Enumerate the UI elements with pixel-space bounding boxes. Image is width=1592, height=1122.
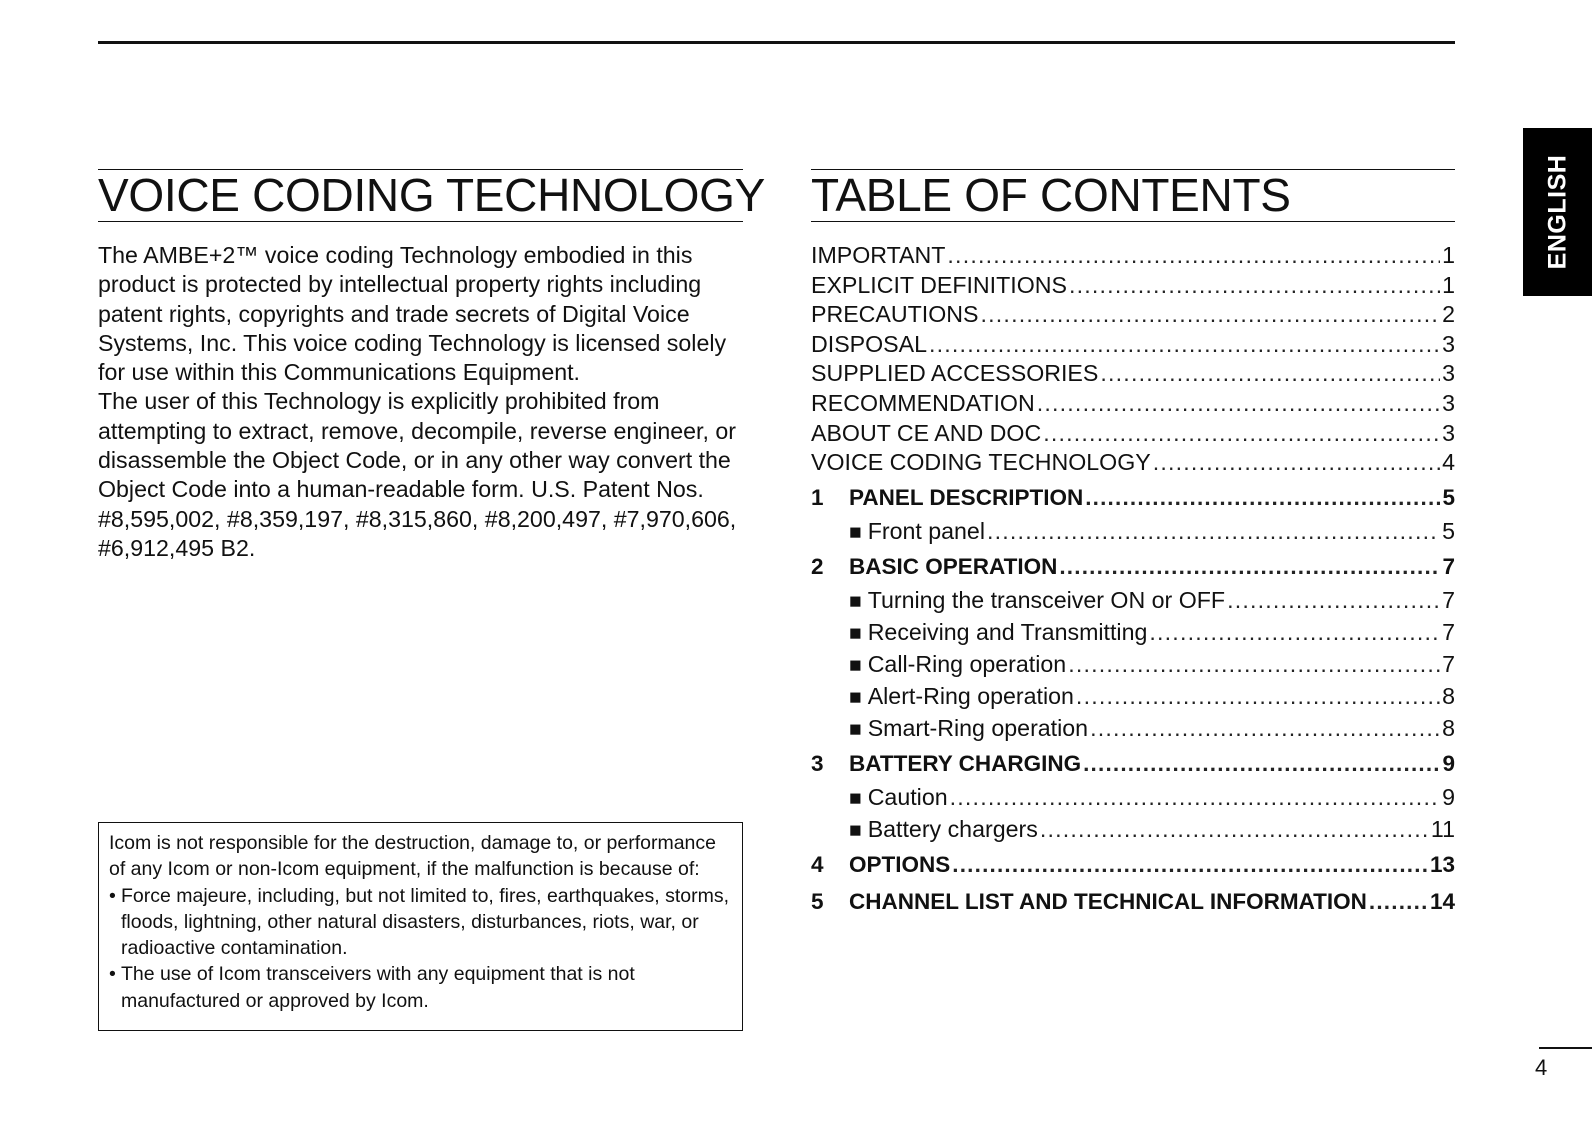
notice-item-text: Force majeure, including, but not limited to, fires, earthquakes, storms, floods, lightning, other natural disasters, disturbances, riots, war, or radioactive contamination.: [121, 884, 730, 960]
toc-subsection-label: Front panel: [867, 517, 985, 544]
toc-entry-page: 3: [1442, 419, 1455, 446]
notice-item-text: The use of Icom transceivers with any equipment that is not manufactured or approved by Icom.: [121, 963, 635, 1012]
toc-chapter-number: 2: [811, 553, 824, 579]
square-bullet-icon: ■: [849, 589, 862, 613]
toc-entry-page: 3: [1442, 389, 1455, 416]
toc-entry-label: DISPOSAL: [811, 330, 927, 357]
header-rule: [98, 41, 1455, 44]
toc-leader-dots: [1076, 680, 1440, 712]
toc-entry[interactable]: [811, 300, 1455, 330]
toc-entry[interactable]: [811, 389, 1455, 419]
toc-leader-dots: [981, 300, 1441, 330]
toc-chapter-label: PANEL DESCRIPTION: [849, 484, 1084, 510]
toc-entry-label: ABOUT CE AND DOC: [811, 419, 1042, 446]
bullet-icon: •: [109, 884, 116, 907]
toc-leader-dots: [1069, 271, 1440, 301]
toc-subsection-page: 7: [1442, 586, 1455, 613]
toc-chapter-page: 13: [1429, 851, 1455, 877]
toc-leader-dots: [1100, 359, 1440, 389]
toc-leader-dots: [1227, 584, 1440, 616]
notice-item: [109, 961, 732, 1014]
toc-subsection-label: Turning the transceiver ON or OFF: [867, 586, 1226, 613]
toc-subsection-label: Battery chargers: [867, 815, 1038, 842]
toc-entry[interactable]: [811, 448, 1455, 478]
toc-subsection-label: Call-Ring operation: [867, 650, 1067, 677]
toc-entry-page: 1: [1442, 271, 1455, 298]
language-tab: [1523, 128, 1592, 296]
toc-subsection-page: 7: [1442, 618, 1455, 645]
toc-entry-page: 3: [1442, 360, 1455, 387]
toc-subsection-label: Receiving and Transmitting: [867, 618, 1148, 645]
page-number: 4: [1535, 1055, 1548, 1080]
notice-list: [109, 883, 732, 1014]
voice-coding-body: [98, 241, 743, 563]
toc-chapter-number: 3: [811, 750, 824, 776]
toc-chapter-label: CHANNEL LIST AND TECHNICAL INFORMATION: [849, 888, 1367, 914]
toc-subsection-label: Alert-Ring operation: [867, 682, 1074, 709]
toc-leader-dots: [952, 848, 1428, 882]
toc-subsection[interactable]: [811, 515, 1455, 547]
toc-list: [811, 241, 1455, 919]
toc-subsection-page: 8: [1442, 714, 1455, 741]
toc-subsection-page: 5: [1442, 517, 1455, 544]
toc-leader-dots: [1149, 616, 1440, 648]
liability-notice-box: [98, 822, 743, 1031]
voice-coding-title: VOICE CODING TECHNOLOGY: [98, 169, 766, 221]
toc-subsection[interactable]: [811, 584, 1455, 616]
toc-subsection-page: 11: [1430, 815, 1455, 842]
toc-leader-dots: [1083, 747, 1440, 781]
square-bullet-icon: ■: [849, 685, 862, 709]
toc-leader-dots: [929, 330, 1440, 360]
toc-leader-dots: [947, 241, 1440, 271]
toc-entry-page: 3: [1442, 330, 1455, 357]
toc-chapter-label: OPTIONS: [849, 851, 951, 877]
toc-entry-page: 1: [1442, 242, 1455, 268]
toc-leader-dots: [1085, 481, 1440, 515]
toc-chapter-label: BATTERY CHARGING: [849, 750, 1082, 776]
toc-subsection-page: 7: [1442, 650, 1455, 677]
toc-entry[interactable]: [811, 419, 1455, 449]
page-number-rule: [1539, 1047, 1592, 1049]
language-tab-label: ENGLISH: [1543, 154, 1571, 270]
toc-chapter[interactable]: [811, 747, 1455, 781]
toc-leader-dots: [1068, 648, 1440, 680]
toc-subsection-page: 9: [1442, 783, 1455, 810]
square-bullet-icon: ■: [849, 621, 862, 645]
toc-chapter-number: 1: [811, 484, 824, 510]
toc-subsection[interactable]: [811, 648, 1455, 680]
toc-subsection[interactable]: [811, 616, 1455, 648]
bullet-icon: •: [109, 963, 116, 986]
toc-chapter-page: 7: [1442, 553, 1455, 579]
toc-chapter-number: 5: [811, 888, 824, 914]
voice-coding-paragraph: The AMBE+2™ voice coding Technology embodied in this product is protected by intellectual property rights including patent rights, copyrights and trade secrets of Digital Voice Systems, Inc. This voice coding Technology is licensed solely for use within this Communications Equipment.: [98, 242, 727, 386]
toc-leader-dots: [1153, 448, 1440, 478]
toc-chapter[interactable]: [811, 848, 1455, 882]
toc-subsection[interactable]: [811, 712, 1455, 744]
square-bullet-icon: ■: [849, 520, 862, 544]
toc-entry[interactable]: [811, 359, 1455, 389]
voice-coding-section: [98, 169, 766, 563]
toc-entry[interactable]: [811, 330, 1455, 360]
toc-chapter-number: 4: [811, 851, 824, 877]
toc-subsection-label: Smart-Ring operation: [867, 714, 1089, 741]
toc-chapter[interactable]: [811, 481, 1455, 515]
voice-coding-paragraph: The user of this Technology is explicitly prohibited from attempting to extract, remove, decompile, reverse engineer, or disassemble the Object Code, or in any other way convert the Object Code into a human-readable form. U.S. Patent Nos.: [98, 388, 736, 503]
toc-subsection-label: Caution: [867, 783, 948, 810]
toc-section: [811, 169, 1455, 919]
toc-subsection[interactable]: [811, 813, 1455, 845]
toc-subsection[interactable]: [811, 781, 1455, 813]
toc-entry-label: PRECAUTIONS: [811, 301, 979, 328]
toc-title: TABLE OF CONTENTS: [811, 169, 1455, 222]
toc-leader-dots: [1369, 885, 1428, 919]
patent-numbers: #8,595,002, #8,359,197, #8,315,860, #8,200,497, #7,970,606, #6,912,495 B2.: [98, 505, 737, 561]
toc-entry-label: RECOMMENDATION: [811, 389, 1035, 416]
square-bullet-icon: ■: [849, 818, 862, 842]
toc-leader-dots: [1059, 550, 1440, 584]
square-bullet-icon: ■: [849, 786, 862, 810]
toc-entry-page: 2: [1442, 301, 1455, 328]
toc-leader-dots: [987, 515, 1440, 547]
toc-chapter[interactable]: [811, 550, 1455, 584]
notice-intro: Icom is not responsible for the destruction, damage to, or performance of any Icom or non-Icom equipment, if the malfunction is because of:: [109, 832, 716, 881]
toc-subsection[interactable]: [811, 680, 1455, 712]
toc-chapter-label: BASIC OPERATION: [849, 553, 1058, 579]
toc-chapter-page: 14: [1429, 888, 1455, 914]
toc-entry-label: EXPLICIT DEFINITIONS: [811, 271, 1067, 298]
toc-leader-dots: [1090, 712, 1440, 744]
toc-chapter-page: 5: [1442, 484, 1455, 510]
notice-item: [109, 883, 732, 962]
toc-leader-dots: [1043, 419, 1440, 449]
toc-leader-dots: [950, 781, 1440, 813]
toc-entry[interactable]: [811, 271, 1455, 301]
toc-entry-page: 4: [1442, 449, 1455, 476]
square-bullet-icon: ■: [849, 717, 862, 741]
toc-entry-label: VOICE CODING TECHNOLOGY: [811, 449, 1151, 476]
toc-chapter-page: 9: [1442, 750, 1455, 776]
toc-entry[interactable]: [811, 241, 1455, 271]
toc-chapter[interactable]: [811, 885, 1455, 919]
toc-subsection-page: 8: [1442, 682, 1455, 709]
toc-entry-label: SUPPLIED ACCESSORIES: [811, 360, 1099, 387]
square-bullet-icon: ■: [849, 653, 862, 677]
toc-entry-label: IMPORTANT: [811, 242, 946, 268]
toc-leader-dots: [1037, 389, 1440, 419]
toc-leader-dots: [1040, 813, 1429, 845]
